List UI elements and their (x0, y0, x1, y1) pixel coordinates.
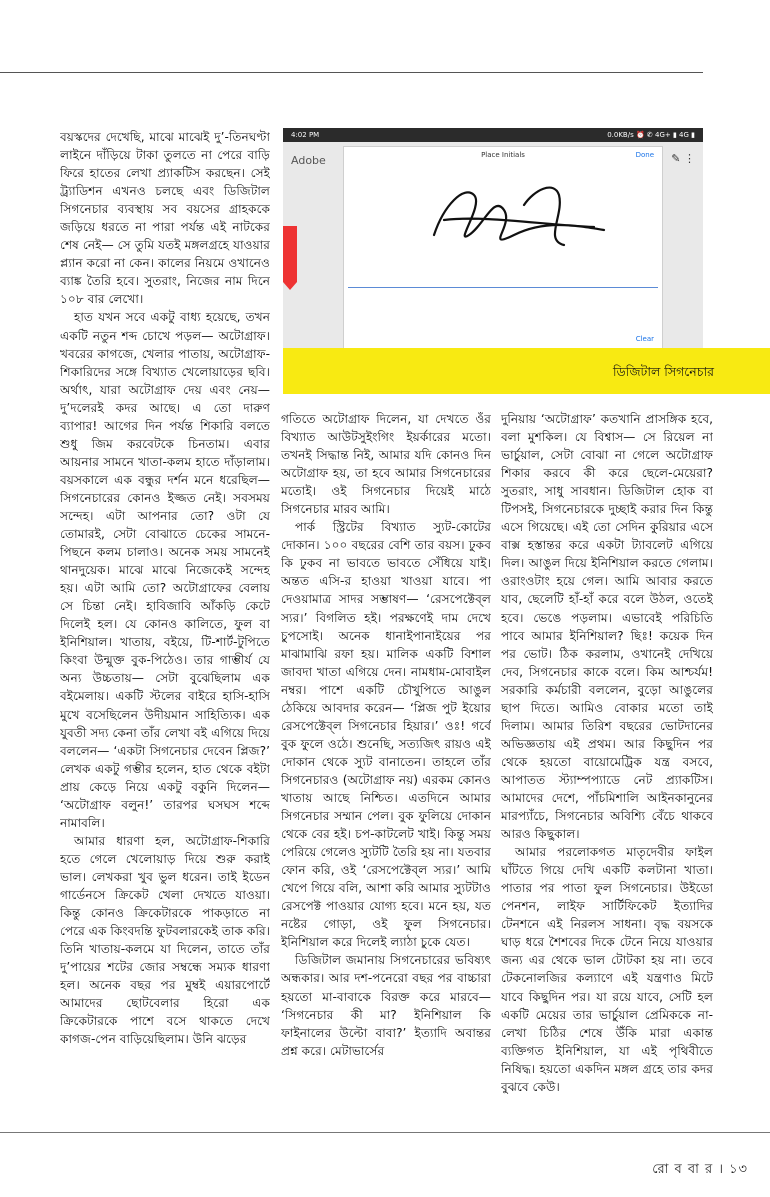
clear-button[interactable]: Clear (635, 335, 654, 343)
article-column-3 (501, 410, 713, 1118)
sign-here-arrow-icon (283, 282, 297, 290)
figure-caption: ডিজিটাল সিগনেচার (612, 364, 714, 379)
top-rule (0, 72, 703, 73)
signature-baseline (348, 287, 658, 288)
paragraph: আমার পরলোকগত মাতৃদেবীর ফাইল ঘাঁটতে গিয়ে দেখি একটি কলটানা খাতা। পাতার পর পাতা ফুল সিগনেচার। উইডো পেনশন, লাইফ সার্টিফিকেট ইত্যাদির টেনশনে এই নিরলস সাধনা। বৃদ্ধ বয়সকে ঘাড় ধরে শৈশবের দিকে টেনে নিয়ে যাওয়ার জন্য এর থেকে ভাল টোটকা হয় না। তবে টেকনোলজির কল্যাণে এই যন্ত্রণাও মিটে যাবে কিছুদিন পর। যা রয়ে যাবে, সেটি হল একটি মেয়ের তার ভার্চুয়াল প্রেমিককে না-লেখা চিঠির শেষে উঁকি মারা একান্ত ব্যক্তিগত ইনিশিয়াল, যা এই পৃথিবীতে নিষিদ্ধ। হয়তো একদিন মঙ্গল গ্রহে তার কদর বুঝবে কেউ। (501, 845, 713, 1094)
app-name: Adobe (291, 154, 326, 167)
more-menu-icon: ✎ ⋮ (671, 152, 695, 165)
paragraph: আমার ধারণা হল, অটোগ্রাফ-শিকারি হতে গেলে খেলোয়াড় দিয়ে শুরু করাই ভাল। লেখকরা খুব ভুল ধরেন। তাই ইডেন গার্ডেনসে ক্রিকেট খেলা দেখতে যাওয়া। কিন্তু কোনও ক্রিকেটারকে পাকড়াতে না পেরে এক কিংবদন্তি ফুটবলারকেই তাক করি। তিনি খাতায়-কলমে যা দিলেন, তাতে তাঁর দু’পায়ের শটের জোর সম্বন্ধে সম্যক ধারণা হল। অনেক বছর পর মুম্বই এয়ারপোর্টে আমাদের ছোটবেলার হিরো এক ক্রিকেটারকে পাশে বসে থাকতে দেখে কাগজ-পেন বাড়িয়েছিলাম। উনি ঝড়ের (60, 833, 270, 1047)
bottom-rule (0, 1132, 770, 1133)
paragraph: বয়স্কদের দেখেছি, মাঝে মাঝেই দু’-তিনঘণ্টা লাইনে দাঁড়িয়ে টাকা তুলতে না পেরে বাড়ি ফিরে হাতের লেখা প্র্যাকটিস করছেন। সেই ট্র্যাডিশন এখনও চলছে এবং ডিজিটাল সিগনেচার ব্যবস্থায় সব বয়সের গ্রাহককে জড়িয়ে ধরতে না পারা পর্যন্ত এই নাটকের শেষ নেই— সে তুমি যতই মঙ্গলগ্রহে যাওয়ার প্ল্যান করো না কেন। কালের নিয়মে ওখানেও ব্যাঙ্ক তৈরি হবে। সুতরাং, নিজের নাম দিনে ১০৮ বার লেখো। (60, 130, 270, 307)
app-screen (283, 142, 703, 348)
article-column-1 (60, 128, 270, 1118)
signature-drawing (424, 165, 624, 265)
phone-status-bar (283, 128, 703, 142)
paragraph: দুনিয়ায় ‘অটোগ্রাফ’ কতখানি প্রাসঙ্গিক হবে, বলা মুশকিল। যে বিশ্বাস— সে রিয়েল না ভার্চুয়াল, সেটা বোঝা না গেলে অটোগ্রাফ শিকার করবে কী করে ছেলে-মেয়েরা? সুতরাং, সাধু সাবধান। ডিজিটাল হোক বা টিপসই, সিগনেচারকে দুচ্ছাই করার দিন কিন্তু এসে গিয়েছে। এই তো সেদিন কুরিয়ার এসে বাক্স হস্তান্তর করে একটা ট্যাবলেট এগিয়ে দিল। আঙুল দিয়ে ইনিশিয়াল করতে গেলাম। ওরাংওটাং হয়ে গেল। আমি আবার করতে যাব, ছেলেটি হাঁ-হাঁ করে বলে উঠল, ওতেই হবে। ভেঙে পড়লাম। এভাবেই পরিচিতি পাবে আমার ইনিশিয়াল? ছিঃ! কয়েক দিন পর ভোট। ঠিক করলাম, ওখানেই দেখিয়ে দেব, সিগনেচার কাকে বলে। কিম আশ্চর্যম! সরকারি কর্মচারী বললেন, বুড়ো আঙুলের ছাপ দিতে। আমিও বোকার মতো তাই দিলাম। আমার তিরিশ বছরের ভোটদানের অভিজ্ঞতায় এই প্রথম। আর কিছুদিন পর থেকে হয়তো বায়োমেট্রিক যন্ত্র বসবে, আপাতত স্ট্যাম্পপ্যাডে নেট প্র্যাকটিস। আমাদের দেশে, পাঁচমিশালি আইনকানুনের মারপ্যাঁচে, সিগনেচার অবিশ্যি বেঁচে থাকবে আরও কিছুকাল। (501, 412, 713, 842)
page-footer: রো ব বা র । ১৩ (652, 1162, 748, 1177)
paragraph: গতিতে অটোগ্রাফ দিলেন, যা দেখতে ওঁর বিখ্যাত আউটসুইংগিং ইয়র্কারের মতো। তখনই সিদ্ধান্ত নিই, আমার যদি কোনও দিন অটোগ্রাফ হয়, তা হবে আমার সিগনেচারের মতোই। ওই সিগনেচার দিয়েই মাঠে সিগনেচার মারব আমি। (281, 412, 491, 517)
caption-band (283, 348, 770, 394)
status-time: 4:02 PM (291, 131, 320, 139)
signature-screenshot (283, 128, 703, 350)
done-button[interactable]: Done (635, 151, 654, 159)
sign-here-tag (283, 226, 297, 282)
paragraph: হাত যখন সবে একটু বাধ্য হয়েছে, তখন একটি নতুন শব্দ চোখে পড়ল— অটোগ্রাফ। খবরের কাগজে, খেলার পাতায়, অটোগ্রাফ-শিকারিদের সঙ্গে বিখ্যাত খেলোয়াড়ের ছবি। অর্থাৎ, যারা অটোগ্রাফ দেয় এবং নেয়— দু’দলেরই কদর আছে। এ তো দারুণ ব্যাপার! আগের দিন পর্যন্ত শিকারি বলতে শুধু জিম করবেটকে চিনতাম। এবার আয়নার সামনে খাতা-কলম হাতে দাঁড়ালাম। বয়সকালে এক বন্ধুর দর্শন মনে ধরেছিল— সিগনেচারের কোনও ইজ্জত নেই। সবসময় সন্দেহ। এটা আপনার তো? ওটা যে তোমারই, সেটা বোঝাতে চেকের সামনে-পিছনে কলম চালাও। অনেক সময় সামনেই থানদুয়েক। মাঝে মাঝে নিজেকেই সন্দেহ হয়। এটা আমি তো? অটোগ্রাফের বেলায় সে চিন্তা নেই। হাবিজাবি আঁকড়ি কেটে দিলেই হল। যে কোনও কালিতে, ফুল বা ইনিশিয়াল। খাতায়, বইয়ে, টি-শার্ট-টুপিতে কিংবা উন্মুক্ত বুক-পিঠেও। তার গাম্ভীর্য যে অন্য উচ্চতায়— সেটা বুঝেছিলাম এক বইমেলায়। একটি স্টলের বাইরে হাসি-হাসি মুখে বসেছিলেন উদীয়মান সাহিত্যিক। এক যুবতী সদ্য কেনা তাঁর লেখা বই এগিয়ে দিয়ে বললেন— ‘একটা সিগনেচার দেবেন প্লিজ?’ লেখক একটু গম্ভীর হলেন, হাত থেকে বইটা প্রায় কেড়ে নিয়ে একটু বকুনি দিলেন— ‘অটোগ্রাফ বলুন!’ তারপর ঘসঘস শব্দে নামাবলি। (60, 310, 270, 830)
paragraph: পার্ক স্ট্রিটের বিখ্যাত স্যুট-কোটের দোকান। ১০০ বছরের বেশি তার বয়স। ঢুকব কি ঢুকব না ভাবতে ভাবতে সেঁধিয়ে যাই। অন্তত এসি-র হাওয়া খাওয়া যাবে। পা দেওয়ামাত্র সাদর সম্ভাষণ— ‘রেসপেক্টেব্‌ল স্যর।’ বিগলিত হই। পরক্ষণেই দাম দেখে চুপসোই। অনেক ধানাইপানাইয়ের পর মাঝামাঝি রফা হয়। মালিক একটি বিশাল জাবদা খাতা এগিয়ে দেন। নামধাম-মোবাইল নম্বর। পাশে একটি চৌখুপিতে আঙুল ঠেকিয়ে আবদার করেন— ‘প্লিজ পুট ইয়োর রেসপেক্টেব্‌ল সিগনেচার হিয়ার।’ ওঃ! গর্বে বুক ফুলে ওঠে। শুনেছি, সত্যজিৎ রায়ও এই দোকান থেকে স্যুট বানাতেন। তাহলে তাঁর সিগনেচারও (অটোগ্রাফ নয়) এরকম কোনও খাতায় আছে নিশ্চিত। এতদিনে আমার সিগনেচার সম্মান পেল। বুক ফুলিয়ে দোকান থেকে বের হই। চপ-কাটলেট খাই। কিন্তু সময় পেরিয়ে গেলেও স্যুটটি তৈরি হয় না। যতবার ফোন করি, ওই ‘রেসপেক্টেব্‌ল স্যর।’ আমি খেপে গিয়ে বলি, আশা করি আমার স্যুটটাও রেসপেক্ট পাওয়ার যোগ্য হবে। মনে হয়, যত নষ্টের গোড়া, ওই ফুল সিগনেচার। ইনিশিয়াল করে দিলেই ল্যাঠা চুকে যেত। (281, 520, 491, 950)
panel-title: Place Initials (481, 151, 525, 159)
paragraph: ডিজিটাল জমানায় সিগনেচারের ভবিষ্যৎ অন্ধকার। আর দশ-পনেরো বছর পর বাচ্চারা হয়তো মা-বাবাকে বিরক্ত করে মারবে— ‘সিগনেচার কী মা? ইনিশিয়াল কি ফাইনালের উল্টো বাবা?’ ইত্যাদি অবান্তর প্রশ্ন করে। মেটাভার্সের (281, 953, 491, 1058)
article-column-2 (281, 410, 491, 1118)
initials-panel (343, 146, 663, 350)
status-network: 0.0KB/s ⏰ ✆ 4G+ ▮ 4G ▮ (607, 131, 695, 139)
